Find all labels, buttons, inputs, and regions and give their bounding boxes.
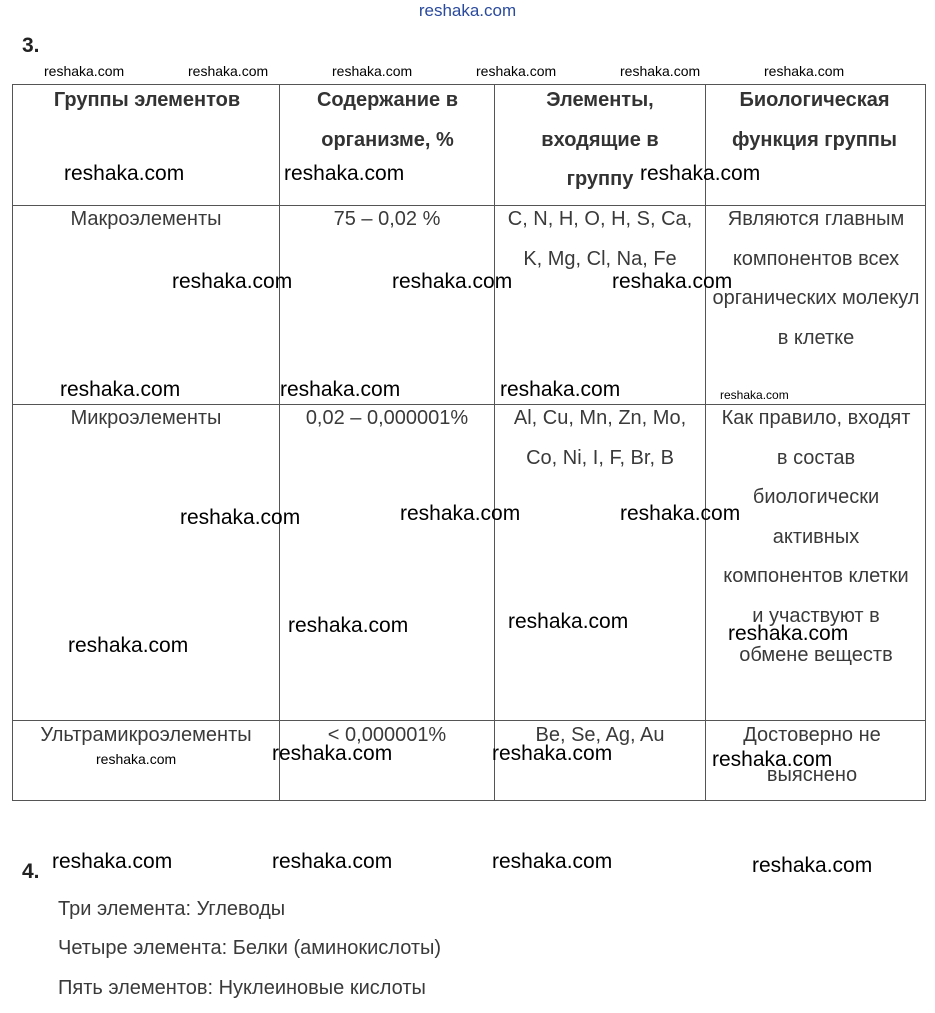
table-header-elements: Элементы, входящие в группу	[541, 89, 659, 190]
answer-line: Пять элементов: Нуклеиновые кислоты	[58, 977, 426, 999]
watermark: reshaka.com	[620, 63, 701, 79]
watermark: reshaka.com	[712, 748, 833, 771]
watermark: reshaka.com	[44, 63, 125, 79]
watermark: reshaka.com	[400, 502, 521, 525]
table-header-content: Содержание в организме, %	[316, 89, 459, 151]
watermark: reshaka.com	[64, 162, 185, 185]
watermark: reshaka.com	[764, 63, 845, 79]
site-header-link[interactable]: reshaka.com	[418, 1, 517, 20]
task-3-number: 3.	[22, 34, 40, 57]
task-4-number: 4.	[22, 860, 40, 883]
watermark: reshaka.com	[284, 162, 405, 185]
watermark: reshaka.com	[288, 614, 409, 637]
watermark: reshaka.com	[728, 622, 849, 645]
watermark: reshaka.com	[52, 850, 173, 873]
watermark: reshaka.com	[492, 742, 613, 765]
table-cell-content: < 0,000001%	[327, 724, 447, 746]
table-header-function: Биологическая функция группы	[732, 89, 897, 151]
watermark: reshaka.com	[640, 162, 761, 185]
table-cell-function: Как правило, входят в состав биологически активных компонентов клетки и участвуют в обмене веществ	[721, 407, 911, 666]
table-cell-elements: C, N, H, O, H, S, Ca, K, Mg, Cl, Na, Fe	[507, 208, 693, 270]
table-cell-elements: Be, Se, Ag, Au	[535, 724, 665, 746]
answer-line: Четыре элемента: Белки (аминокислоты)	[58, 937, 442, 959]
watermark: reshaka.com	[392, 270, 513, 293]
watermark: reshaka.com	[272, 850, 393, 873]
table-cell-content: 0,02 – 0,000001%	[305, 407, 469, 429]
table-cell-content: 75 – 0,02 %	[333, 208, 441, 230]
watermark: reshaka.com	[752, 854, 873, 877]
table-cell-elements: Al, Cu, Mn, Zn, Mo, Co, Ni, I, F, Br, B	[513, 407, 687, 469]
watermark: reshaka.com	[60, 378, 181, 401]
table-cell-group: Макроэлементы	[70, 208, 222, 230]
table-cell-group: Ультрамикроэлементы	[40, 724, 252, 746]
table-header-groups: Группы элементов	[53, 89, 241, 111]
watermark: reshaka.com	[188, 63, 269, 79]
table-cell-function: Достоверно не выяснено	[743, 724, 881, 786]
watermark: reshaka.com	[96, 751, 177, 767]
watermark: reshaka.com	[172, 270, 293, 293]
table-column-divider	[279, 84, 280, 801]
table-column-divider	[705, 84, 706, 801]
watermark: reshaka.com	[492, 850, 613, 873]
watermark: reshaka.com	[476, 63, 557, 79]
watermark: reshaka.com	[720, 388, 789, 402]
answer-line: Три элемента: Углеводы	[58, 898, 286, 920]
watermark: reshaka.com	[68, 634, 189, 657]
watermark: reshaka.com	[272, 742, 393, 765]
table-column-divider	[494, 84, 495, 801]
watermark: reshaka.com	[508, 610, 629, 633]
watermark: reshaka.com	[620, 502, 741, 525]
watermark: reshaka.com	[180, 506, 301, 529]
watermark: reshaka.com	[332, 63, 413, 79]
watermark: reshaka.com	[612, 270, 733, 293]
table-cell-function: Являются главным компонентов всех органических молекул в клетке	[712, 208, 920, 349]
watermark: reshaka.com	[500, 378, 621, 401]
watermark: reshaka.com	[280, 378, 401, 401]
table-cell-group: Микроэлементы	[70, 407, 222, 429]
